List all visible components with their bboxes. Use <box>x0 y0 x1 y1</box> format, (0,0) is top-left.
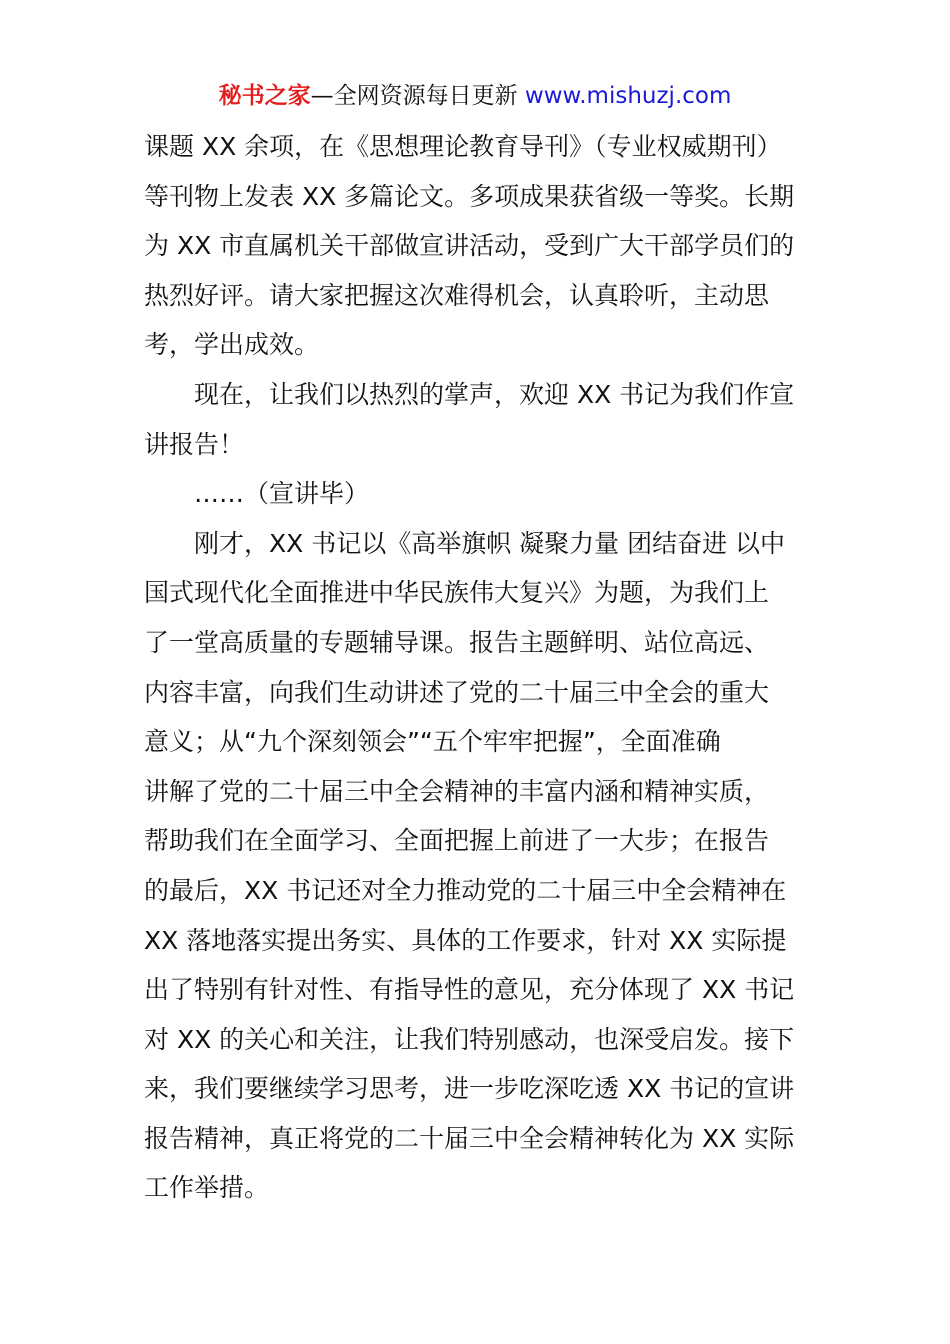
text-line: 为 XX 市直属机关干部做宣讲活动，受到广大干部学员们的 <box>144 231 795 261</box>
paragraph-first-line: 现在，让我们以热烈的掌声，欢迎 XX 书记为我们作宣 <box>194 379 795 409</box>
text-line: 来，我们要继续学习思考，进一步吃深吃透 XX 书记的宣讲 <box>144 1074 795 1104</box>
text-line: 出了特别有针对性、有指导性的意见，充分体现了 XX 书记 <box>144 975 795 1005</box>
text-line: 考，学出成效。 <box>144 330 320 360</box>
text-line: 意义；从“九个深刻领会”“五个牢牢把握”，全面准确 <box>144 727 721 757</box>
paragraph-first-line: 刚才，XX 书记以《高举旗帜 凝聚力量 团结奋进 以中 <box>194 528 786 558</box>
paragraph-first-line: ……（宣讲毕） <box>194 479 370 509</box>
header-tagline: —全网资源每日更新 <box>310 83 525 109</box>
text-line: XX 落地落实提出务实、具体的工作要求，针对 XX 实际提 <box>144 925 787 955</box>
text-line: 热烈好评。请大家把握这次难得机会，认真聆听，主动思 <box>144 280 770 310</box>
text-line: 工作举措。 <box>144 1173 270 1203</box>
text-line: 帮助我们在全面学习、全面把握上前进了一大步；在报告 <box>144 826 770 856</box>
text-line: 课题 XX 余项，在《思想理论教育导刊》（专业权威期刊） <box>144 132 782 161</box>
text-line: 内容丰富，向我们生动讲述了党的二十届三中全会的重大 <box>144 677 770 707</box>
text-line: 的最后，XX 书记还对全力推动党的二十届三中全会精神在 <box>144 875 787 905</box>
text-line: 对 XX 的关心和关注，让我们特别感动，也深受启发。接下 <box>144 1024 795 1054</box>
text-line: 讲解了党的二十届三中全会精神的丰富内涵和精神实质， <box>144 776 770 806</box>
document-body <box>144 122 814 1213</box>
text-line: 等刊物上发表 XX 多篇论文。多项成果获省级一等奖。长期 <box>144 181 795 211</box>
site-url-link[interactable]: www.mishuzj.com <box>524 83 732 109</box>
text-line: 讲报告！ <box>144 429 245 459</box>
brand-name: 秘书之家 <box>218 83 311 109</box>
text-line: 了一堂高质量的专题辅导课。报告主题鲜明、站位高远、 <box>144 627 770 657</box>
text-line: 报告精神，真正将党的二十届三中全会精神转化为 XX 实际 <box>144 1123 795 1153</box>
text-line: 国式现代化全面推进中华民族伟大复兴》为题，为我们上 <box>144 578 770 608</box>
page-header <box>0 80 950 112</box>
